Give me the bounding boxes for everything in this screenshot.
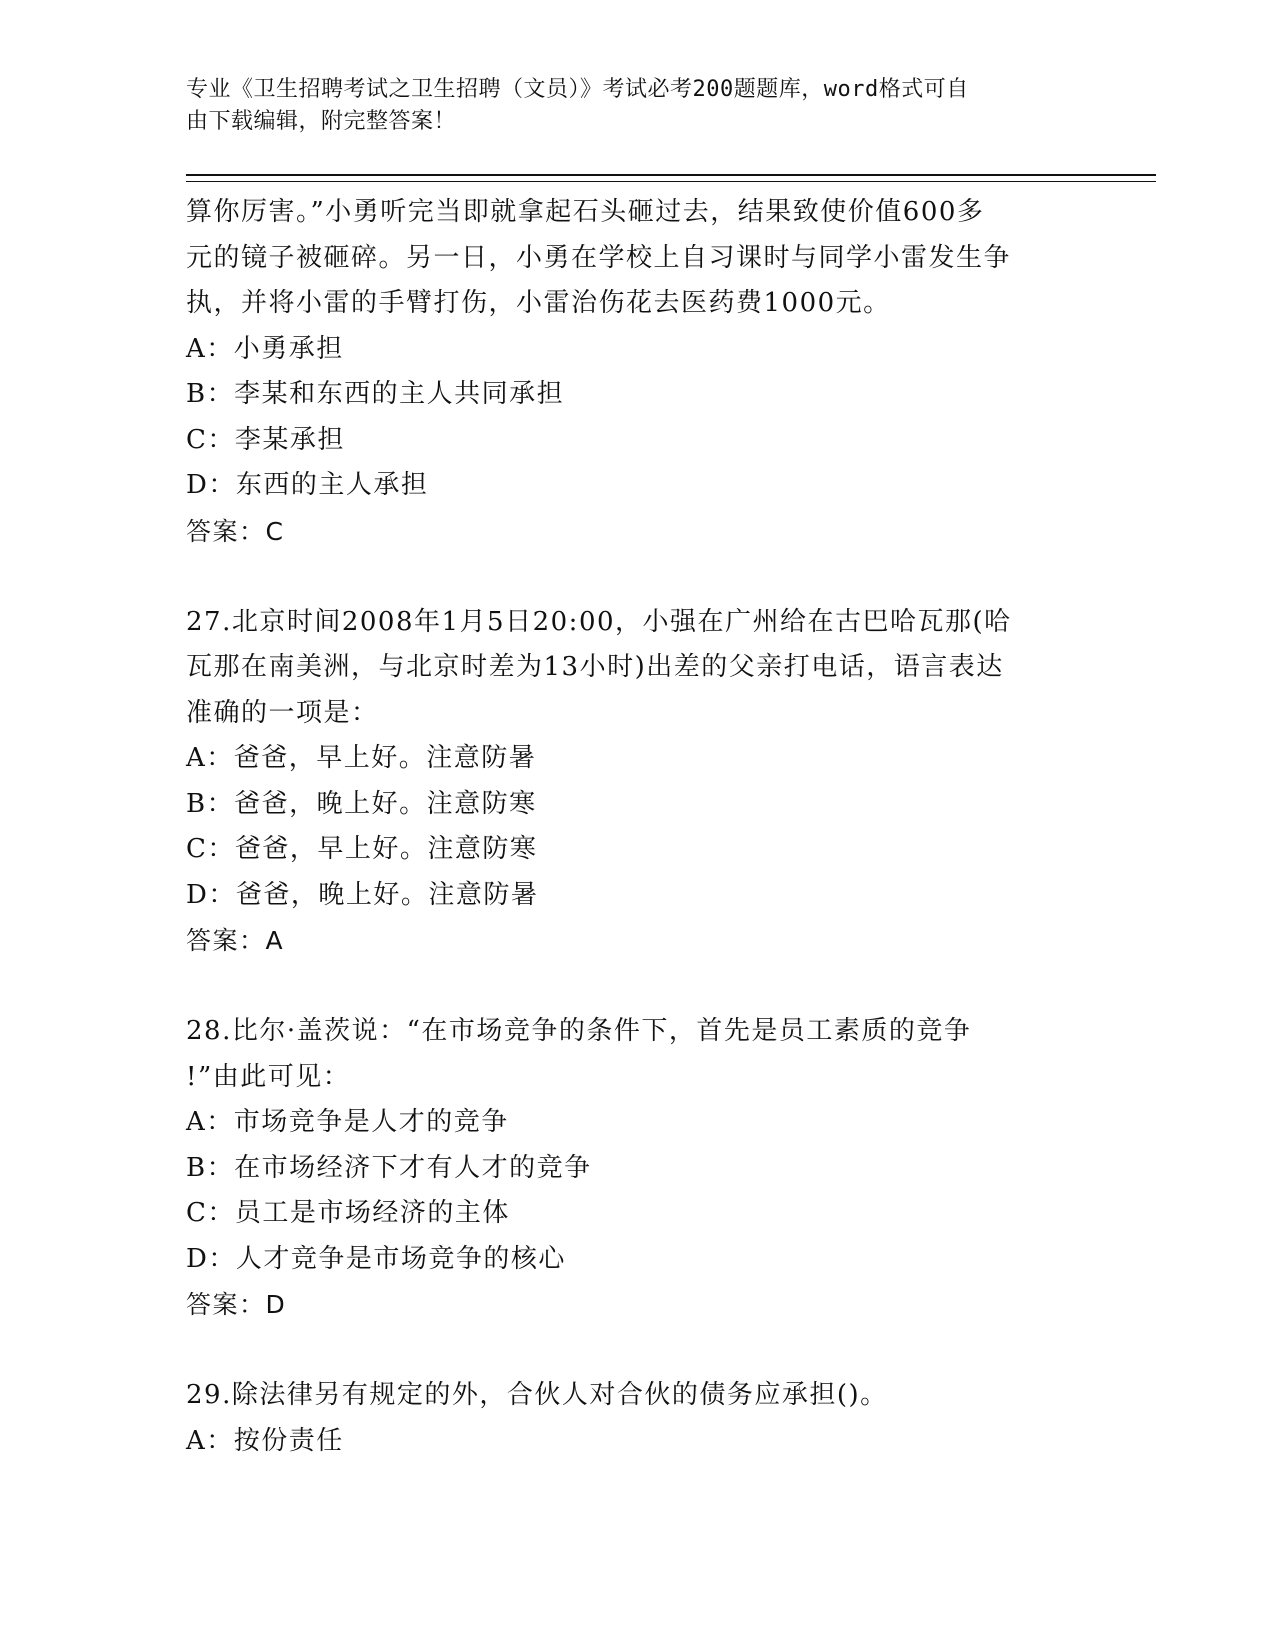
document-body bbox=[186, 190, 1086, 1464]
spacer bbox=[186, 1328, 1086, 1374]
header-line-2: 由下载编辑，附完整答案！ bbox=[186, 109, 457, 134]
option-c: C：员工是市场经济的主体 bbox=[186, 1198, 510, 1228]
header-divider-thick bbox=[186, 174, 1156, 176]
option-c: C：李某承担 bbox=[186, 424, 345, 455]
option-a: A：爸爸，早上好。注意防暑 bbox=[186, 743, 537, 773]
option-a: A：市场竞争是人才的竞争 bbox=[186, 1107, 509, 1137]
option-a: A：小勇承担 bbox=[186, 333, 344, 364]
option-d: D：人才竞争是市场竞争的核心 bbox=[186, 1243, 566, 1274]
option-d: D：东西的主人承担 bbox=[186, 470, 429, 500]
question-text-line: 算你厉害。”小勇听完当即就拿起石头砸过去，结果致使价值600多 bbox=[186, 197, 985, 227]
question-text-line: 29.除法律另有规定的外，合伙人对合伙的债务应承担()。 bbox=[186, 1380, 888, 1410]
question-text-line: 27.北京时间2008年1月5日20:00，小强在广州给在古巴哈瓦那(哈 bbox=[186, 606, 1012, 637]
question-text-line: 瓦那在南美洲，与北京时差为13小时)出差的父亲打电话，语言表达 bbox=[186, 652, 1004, 682]
answer-line: 答案：C bbox=[186, 516, 285, 546]
spacer bbox=[186, 554, 1086, 600]
spacer bbox=[186, 964, 1086, 1010]
header-divider-thin bbox=[186, 181, 1156, 182]
question-28 bbox=[186, 1009, 1086, 1328]
answer-line: 答案：D bbox=[186, 1290, 287, 1319]
question-text-line: 执，并将小雷的手臂打伤，小雷治伤花去医药费1000元。 bbox=[186, 288, 891, 318]
question-text-line: 准确的一项是： bbox=[186, 697, 379, 728]
question-text-line: 28.比尔·盖茨说：“在市场竞争的条件下，首先是员工素质的竞争 bbox=[186, 1016, 972, 1046]
answer-line: 答案：A bbox=[186, 926, 285, 955]
question-text-line: 元的镜子被砸碎。另一日，小勇在学校上自习课时与同学小雷发生争 bbox=[186, 242, 1012, 273]
question-text-line: !”由此可见： bbox=[186, 1061, 351, 1092]
option-a: A：按份责任 bbox=[186, 1425, 344, 1456]
question-27 bbox=[186, 600, 1086, 964]
option-b: B：爸爸，晚上好。注意防寒 bbox=[186, 788, 537, 819]
option-d: D：爸爸，晚上好。注意防暑 bbox=[186, 879, 539, 910]
document-header bbox=[186, 74, 1066, 138]
option-b: B：在市场经济下才有人才的竞争 bbox=[186, 1152, 592, 1183]
option-c: C：爸爸，早上好。注意防寒 bbox=[186, 834, 538, 864]
question-26 bbox=[186, 190, 1086, 554]
header-line-1: 专业《卫生招聘考试之卫生招聘（文员）》考试必考200题题库，word格式可自 bbox=[186, 77, 969, 102]
question-29 bbox=[186, 1373, 1086, 1464]
option-b: B：李某和东西的主人共同承担 bbox=[186, 379, 565, 409]
